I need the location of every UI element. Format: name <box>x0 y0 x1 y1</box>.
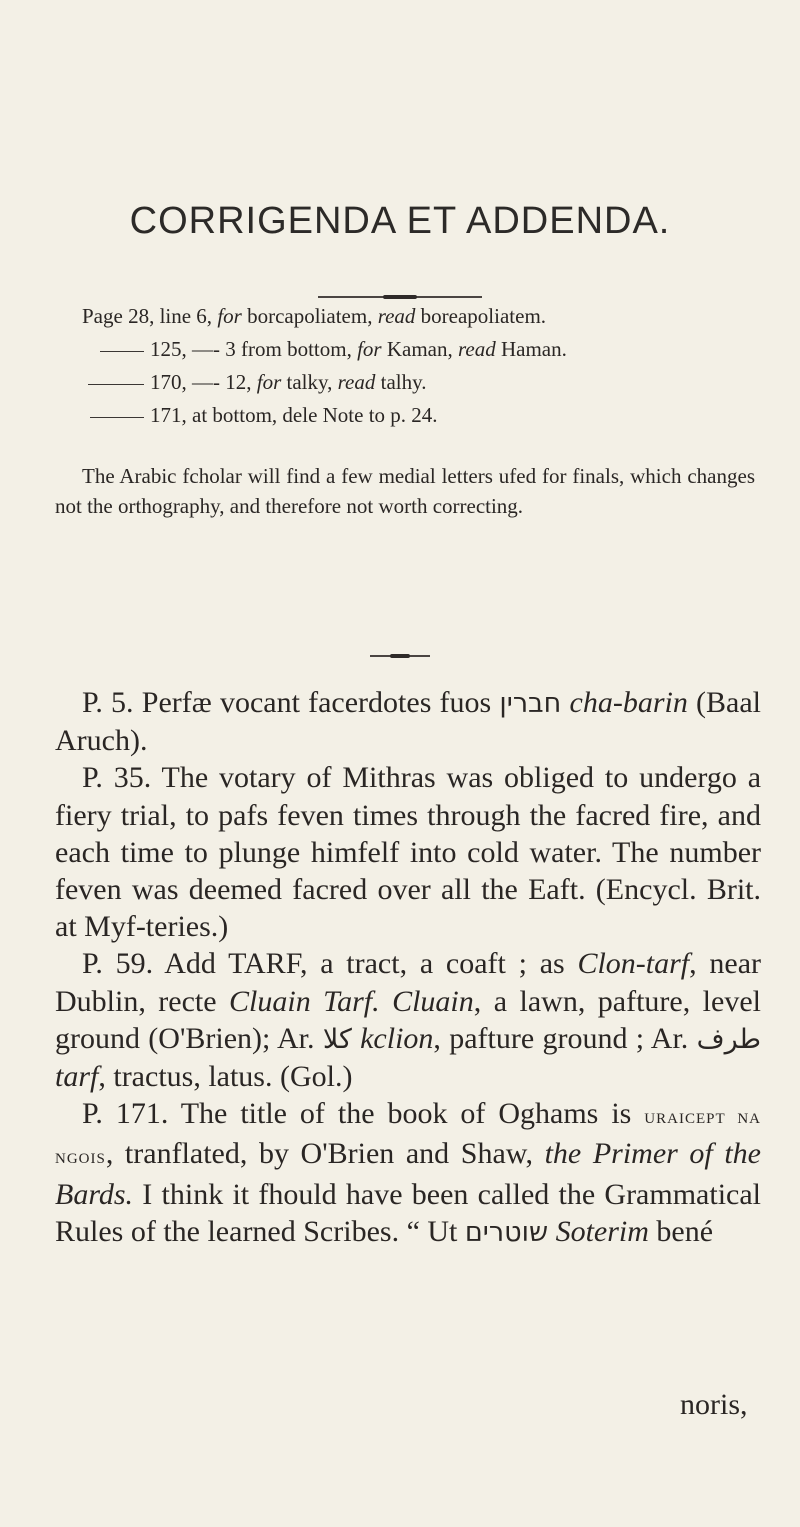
page-title: CORRIGENDA ET ADDENDA. <box>129 200 671 242</box>
ornamental-rule <box>318 296 482 298</box>
errata-line: Page 28, line 6, for borcapoliatem, read boreapoliatem. <box>82 304 547 328</box>
addendum-p35: P. 35. The votary of Mithras was obliged to undergo a fiery trial, to pafs feven times through the facred fire, and each time to plunge himfelf into cold water. The number feven was deemed facred over all the Eaft. (Encycl. Brit. at Myf-teries.) <box>55 761 762 944</box>
addendum-p5: P. 5. Perfæ vocant facerdotes fuos חברין cha-barin (Baal Aruch). <box>55 686 761 758</box>
catchword: noris, <box>680 1388 748 1421</box>
errata-line: 125, —- 3 from bottom, for Kaman, read Haman. <box>82 333 762 366</box>
addendum-p171: P. 171. The title of the book of Oghams is uraicept na ngois, tranflated, by O'Brien and Shaw, the Primer of the Bards. I think it fhould have been called the Grammatical Rules of the learned Scribes. “ Ut שוטרים Soterim bené <box>55 1097 761 1248</box>
errata-note: The Arabic fcholar will find a few medial letters ufed for finals, which changes not the orthography, and therefore not worth correcting. <box>55 464 755 518</box>
errata-list <box>82 300 762 432</box>
errata-line: 171, at bottom, dele Note to p. 24. <box>82 399 762 432</box>
addendum-p59: P. 59. Add TARF, a tract, a coaft ; as Clon-tarf, near Dublin, recte Cluain Tarf. Cluain, a lawn, pafture, level ground (O'Brien); Ar. كلا kclion, pafture ground ; Ar. طرف tarf, tractus, latus. (Gol.) <box>55 947 762 1094</box>
addenda-body <box>55 684 761 1251</box>
errata-line: 170, —- 12, for talky, read talhy. <box>82 366 762 399</box>
section-divider <box>370 655 430 657</box>
